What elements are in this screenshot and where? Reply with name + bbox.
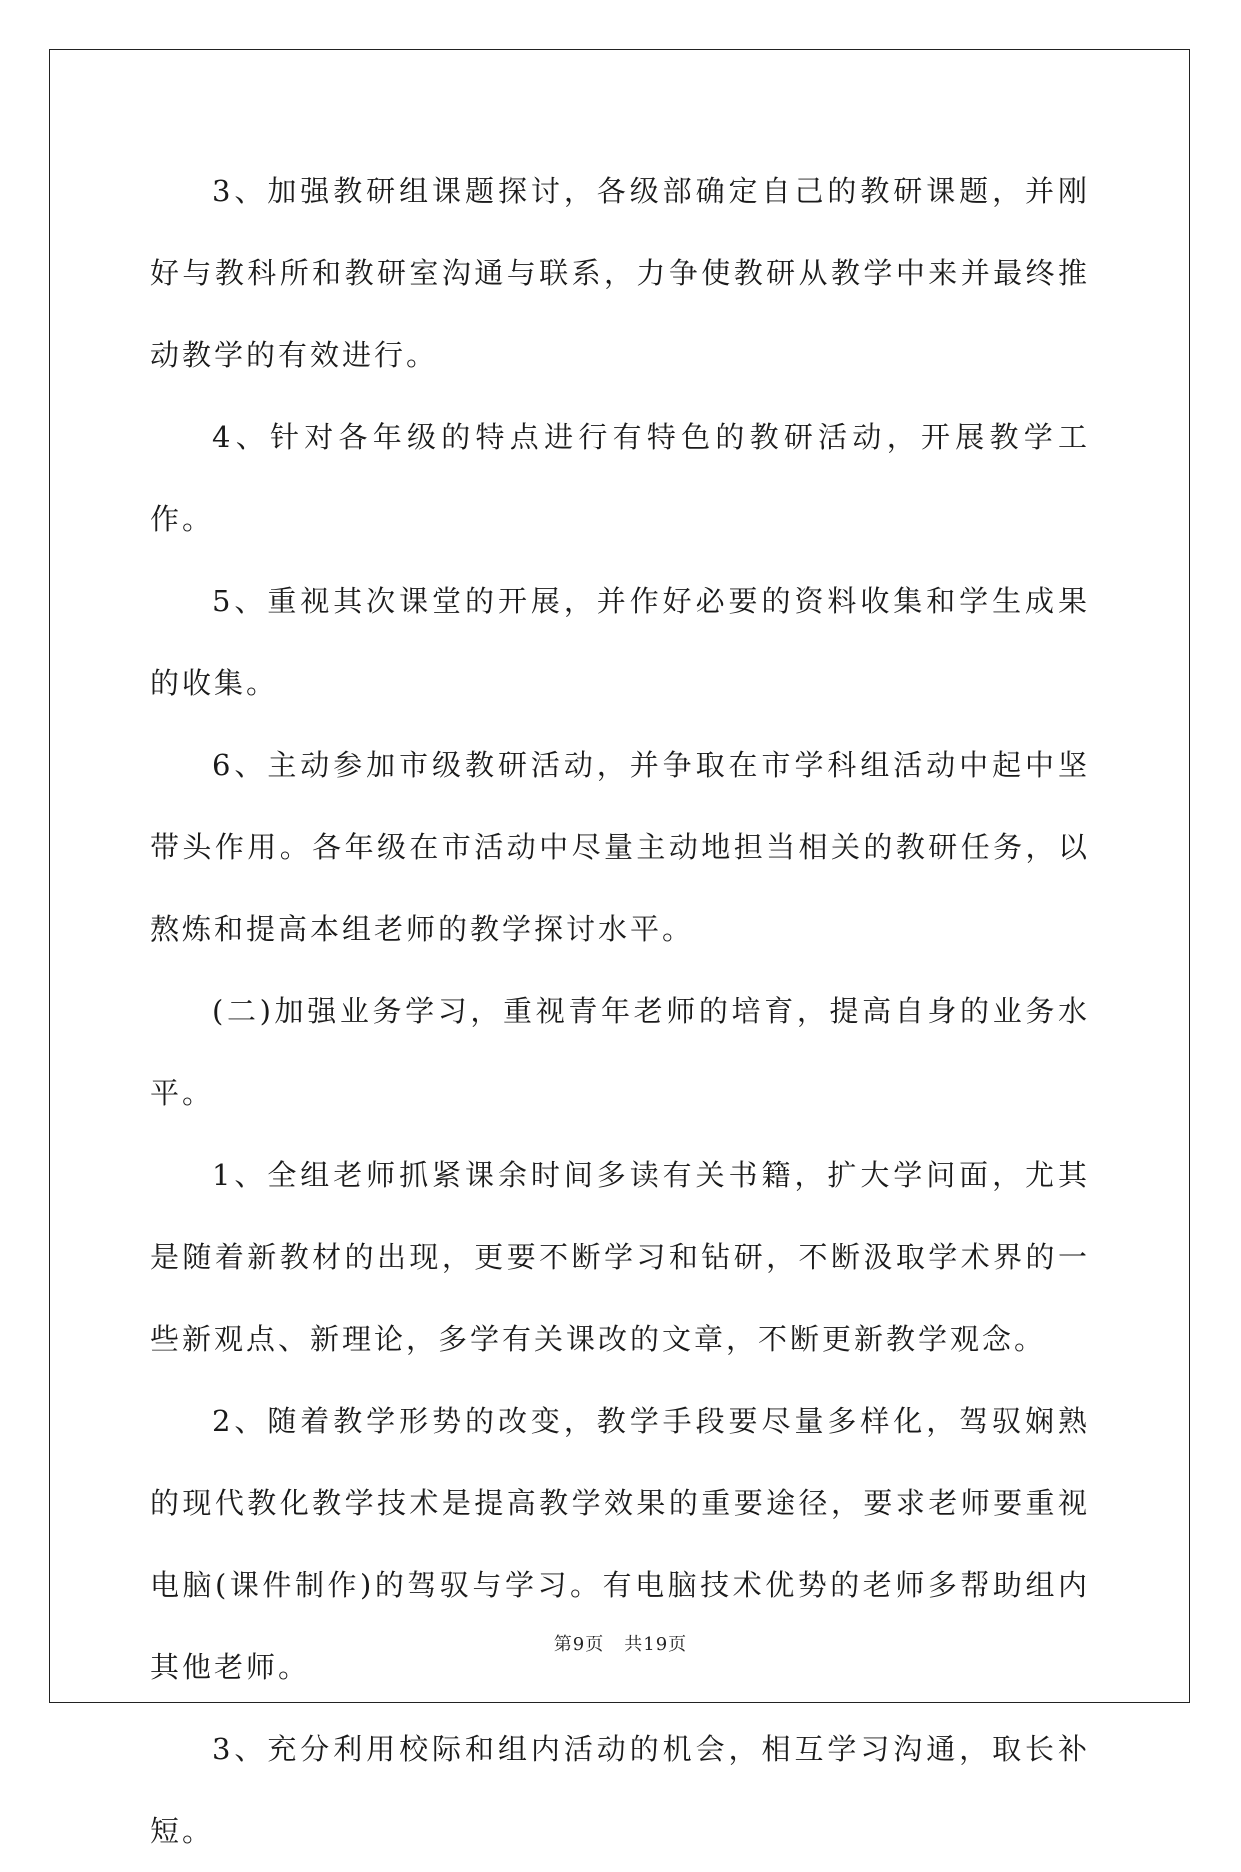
paragraph-item-2-technology: 2、随着教学形势的改变，教学手段要尽量多样化，驾驭娴熟的现代教化教学技术是提高教学效果的重要途径，要求老师要重视电脑(课件制作)的驾驭与学习。有电脑技术优势的老师多帮助组内其他老师。 [150, 1404, 1090, 1684]
paragraph-item-1-reading: 1、全组老师抓紧课余时间多读有关书籍，扩大学问面，尤其是随着新教材的出现，更要不断学习和钻研，不断汲取学术界的一些新观点、新理论，多学有关课改的文章，不断更新教学观念。 [150, 1158, 1090, 1356]
paragraph-item-6-city-level: 6、主动参加市级教研活动，并争取在市学科组活动中起中坚带头作用。各年级在市活动中尽量主动地担当相关的教研任务，以熬炼和提高本组老师的教学探讨水平。 [150, 748, 1090, 946]
page-footer [0, 1630, 1241, 1656]
total-page-count: 共19页 [624, 1634, 688, 1655]
document-body [150, 150, 1090, 1872]
paragraph-item-5-classroom: 5、重视其次课堂的开展，并作好必要的资料收集和学生成果的收集。 [150, 584, 1090, 700]
current-page-number: 第9页 [553, 1634, 605, 1655]
section-heading-business-study: (二)加强业务学习，重视青年老师的培育，提高自身的业务水平。 [150, 994, 1090, 1110]
paragraph-item-4-activities: 4、针对各年级的特点进行有特色的教研活动，开展教学工作。 [150, 420, 1090, 536]
paragraph-item-3-research: 3、加强教研组课题探讨，各级部确定自己的教研课题，并刚好与教科所和教研室沟通与联系，力争使教研从教学中来并最终推动教学的有效进行。 [150, 174, 1090, 372]
paragraph-item-3-exchange: 3、充分利用校际和组内活动的机会，相互学习沟通，取长补短。 [150, 1732, 1090, 1848]
